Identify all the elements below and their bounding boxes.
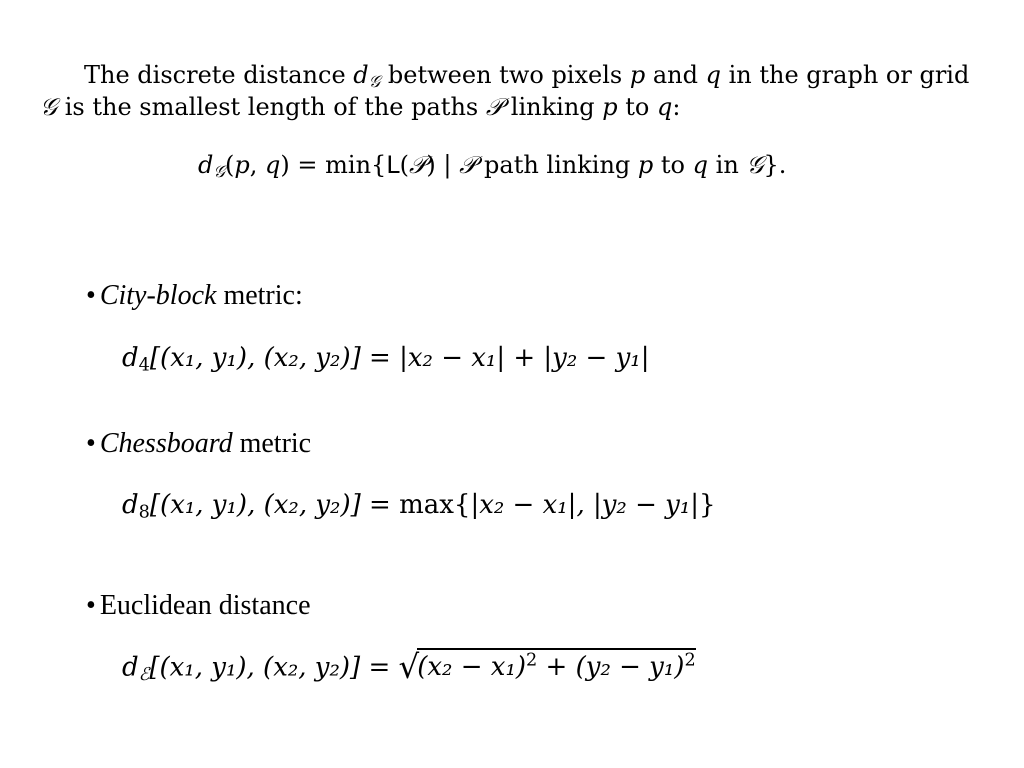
formula-part: = bbox=[360, 343, 400, 373]
intro-text: linking bbox=[503, 93, 603, 121]
symbol-p: p bbox=[629, 61, 646, 89]
symbol-p: p bbox=[637, 151, 654, 179]
distance-symbol bbox=[353, 61, 381, 92]
symbol-d: d bbox=[122, 652, 139, 683]
bullet-text: metric bbox=[232, 428, 312, 459]
bullet-dot: • bbox=[86, 590, 96, 621]
radicand-term: (x₂ − x₁) bbox=[417, 652, 527, 683]
bullet-dot: • bbox=[86, 280, 96, 311]
radicand-term: (y₂ − y₁) bbox=[575, 652, 685, 683]
symbol-p: p bbox=[602, 93, 618, 121]
intro-text: and bbox=[645, 61, 706, 89]
formula-part: = min{ bbox=[289, 151, 387, 179]
symbol-q: q bbox=[692, 151, 709, 179]
formula-part: = max{ bbox=[360, 490, 471, 520]
bullet-text: Euclidean distance bbox=[99, 590, 311, 621]
symbol-q: q bbox=[265, 151, 281, 179]
formula-rhs: |x₂ − x₁| + |y₂ − y₁| bbox=[399, 343, 650, 373]
formula-part: + bbox=[537, 652, 576, 683]
intro-paragraph bbox=[40, 59, 990, 123]
symbol-p: p bbox=[234, 151, 250, 179]
formula-lhs-args: [(x₁, y₁), (x₂, y₂)] bbox=[149, 652, 361, 683]
symbol-path: 𝒫 bbox=[459, 151, 477, 179]
formula-euclidean bbox=[122, 648, 696, 686]
intro-text: is the smallest length of the paths bbox=[57, 93, 486, 121]
bullet-text: metric: bbox=[216, 280, 303, 311]
bullet-dot: • bbox=[86, 428, 96, 459]
intro-line-1 bbox=[40, 59, 990, 91]
symbol-q: q bbox=[705, 61, 721, 89]
formula-part: ) bbox=[280, 151, 290, 179]
formula-part: ( bbox=[399, 151, 410, 179]
formula-part: }. bbox=[763, 151, 787, 179]
intro-text: The discrete distance bbox=[84, 61, 354, 89]
square-root bbox=[399, 648, 696, 686]
bullet-euclidean bbox=[86, 590, 311, 622]
symbol-path: 𝒫 bbox=[409, 151, 427, 179]
formula-part: = bbox=[360, 652, 399, 683]
formula-subscript: 8 bbox=[138, 502, 150, 523]
symbol-d: d bbox=[122, 490, 139, 520]
radicand bbox=[417, 648, 695, 682]
symbol-d: d bbox=[353, 61, 369, 89]
radical-sign: √ bbox=[398, 648, 420, 686]
symbol-q: q bbox=[657, 93, 673, 121]
formula-subscript: ℰ bbox=[138, 664, 150, 685]
formula-part: | bbox=[435, 151, 460, 179]
bullet-chessboard bbox=[86, 428, 311, 460]
formula-lhs-args: [(x₁, y₁), (x₂, y₂)] bbox=[149, 343, 361, 373]
symbol-g-sub: 𝒢 bbox=[368, 72, 381, 92]
formula-part: } bbox=[699, 490, 716, 520]
formula-part: to bbox=[653, 151, 693, 179]
formula-part: path linking bbox=[476, 151, 638, 179]
symbol-g: 𝒢 bbox=[746, 151, 764, 179]
formula-rhs: |x₂ − x₁|, |y₂ − y₁| bbox=[470, 490, 700, 520]
bullet-emphasis: Chessboard bbox=[99, 428, 233, 459]
formula-chessboard bbox=[122, 490, 716, 523]
formula-cityblock bbox=[122, 343, 650, 376]
formula-part: ( bbox=[225, 151, 235, 179]
formula-part: in bbox=[708, 151, 747, 179]
display-formula bbox=[198, 151, 787, 182]
intro-text: in the graph or grid bbox=[720, 61, 970, 89]
symbol-d: d bbox=[122, 343, 139, 373]
symbol-g-sub: 𝒢 bbox=[213, 162, 225, 182]
formula-part: ) bbox=[426, 151, 436, 179]
symbol-d: d bbox=[198, 151, 214, 179]
length-operator: L bbox=[386, 151, 400, 179]
formula-subscript: 4 bbox=[138, 355, 150, 376]
intro-text: to bbox=[617, 93, 658, 121]
formula-lhs-args: [(x₁, y₁), (x₂, y₂)] bbox=[149, 490, 361, 520]
bullet-cityblock bbox=[86, 280, 303, 312]
formula-part: , bbox=[249, 151, 266, 179]
exponent: 2 bbox=[526, 650, 538, 671]
intro-text: : bbox=[672, 93, 681, 121]
intro-text: between two pixels bbox=[380, 61, 630, 89]
bullet-emphasis: City-block bbox=[99, 280, 217, 311]
symbol-path: 𝒫 bbox=[485, 93, 504, 121]
exponent: 2 bbox=[684, 650, 696, 671]
symbol-g: 𝒢 bbox=[40, 93, 58, 121]
intro-line-2 bbox=[40, 91, 990, 123]
